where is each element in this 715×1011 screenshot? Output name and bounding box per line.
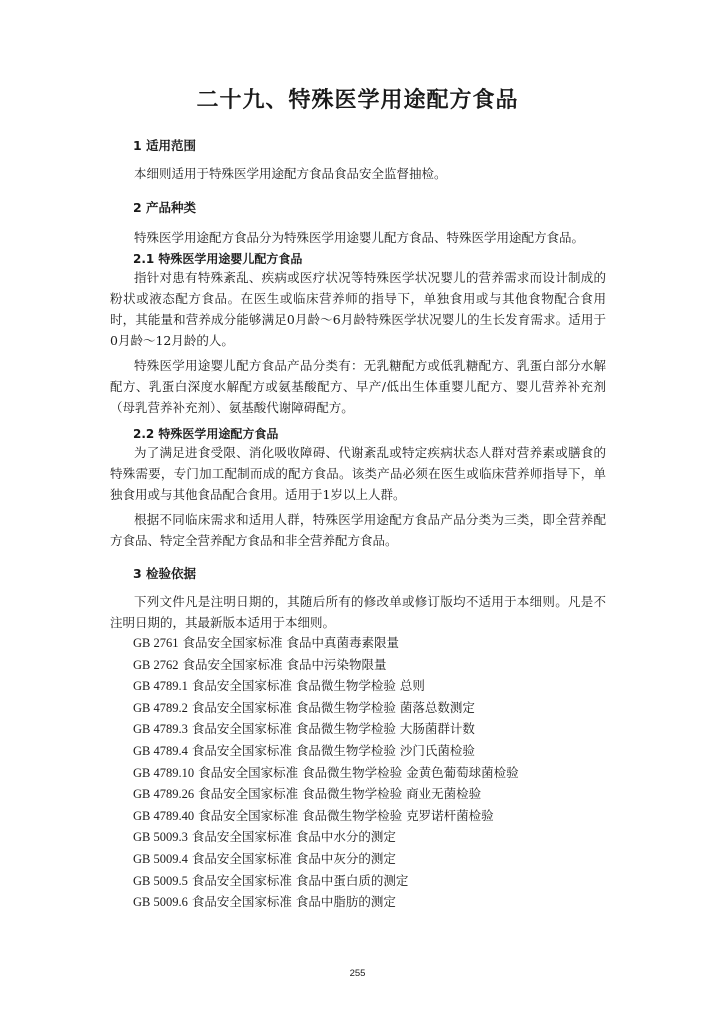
standard-code: GB 2761 xyxy=(133,636,179,650)
standard-code: GB 4789.3 xyxy=(133,722,188,737)
standard-code: GB 2762 xyxy=(133,657,179,672)
standard-name: 食品安全国家标准 食品微生物学检验 总则 xyxy=(191,678,425,694)
standard-code: GB 5009.3 xyxy=(133,830,188,845)
standard-item xyxy=(133,891,519,913)
standard-item xyxy=(133,654,519,676)
standard-name: 食品安全国家标准 食品微生物学检验 商业无菌检验 xyxy=(198,786,482,802)
paragraph-infant-formula-definition: 指针对患有特殊紊乱、疾病或医疗状况等特殊医学状况婴儿的营养需求而设计制成的粉状或液态配方食品。在医生或临床营养师的指导下，单独食用或与其他食物配合食用时，其能量和营养成分能够满足0月龄～6月龄特殊医学状况婴儿的生长发育需求。适用于0月龄～12月龄的人。 xyxy=(110,270,606,348)
standard-code: GB 4789.2 xyxy=(133,700,188,715)
standard-item xyxy=(133,632,519,654)
paragraph-medical-formula-definition: 为了满足进食受限、消化吸收障碍、代谢紊乱或特定疾病状态人群对营养素或膳食的特殊需要，专门加工配制而成的配方食品。该类产品必须在医生或临床营养师指导下，单独食用或与其他食品配合食用。适用于1岁以上人群。 xyxy=(110,445,606,502)
standard-name: 食品安全国家标准 食品中脂肪的测定 xyxy=(191,894,396,910)
standard-item xyxy=(133,826,519,848)
standard-name: 食品安全国家标准 食品微生物学检验 金黄色葡萄球菌检验 xyxy=(198,764,519,780)
standard-code: GB 4789.26 xyxy=(133,787,195,802)
standard-code: GB 4789.1 xyxy=(133,679,188,694)
subsection-heading-infant-formula: 2.1 特殊医学用途婴儿配方食品 xyxy=(133,252,303,266)
standard-name: 食品安全国家标准 食品微生物学检验 菌落总数测定 xyxy=(191,699,475,715)
standard-code: GB 5009.6 xyxy=(133,895,188,910)
standard-name: 食品安全国家标准 食品中灰分的测定 xyxy=(191,850,396,866)
standard-item xyxy=(133,740,519,762)
standard-code: GB 4789.40 xyxy=(133,808,195,823)
section-heading-test-basis: 3 检验依据 xyxy=(133,566,197,581)
standard-code: GB 4789.10 xyxy=(133,765,195,780)
standard-name: 食品安全国家标准 食品微生物学检验 大肠菌群计数 xyxy=(191,721,475,737)
section-heading-scope: 1 适用范围 xyxy=(133,138,197,153)
standard-name: 食品安全国家标准 食品中真菌毒素限量 xyxy=(182,635,399,650)
page-number: 255 xyxy=(349,968,366,979)
paragraph-medical-formula-categories: 根据不同临床需求和适用人群，特殊医学用途配方食品产品分类为三类，即全营养配方食品、特定全营养配方食品和非全营养配方食品。 xyxy=(110,512,606,548)
section-text-product-types: 特殊医学用途配方食品分为特殊医学用途婴儿配方食品、特殊医学用途配方食品。 xyxy=(134,230,585,245)
standard-item xyxy=(133,805,519,827)
standard-item xyxy=(133,783,519,805)
standard-name: 食品安全国家标准 食品中蛋白质的测定 xyxy=(191,872,409,888)
standard-name: 食品安全国家标准 食品中水分的测定 xyxy=(191,829,396,845)
page-title: 二十九、特殊医学用途配方食品 xyxy=(196,87,519,113)
section-text-test-basis: 下列文件凡是注明日期的，其随后所有的修改单或修订版均不适用于本细则。凡是不注明日期的，其最新版本适用于本细则。 xyxy=(110,594,606,630)
standard-item xyxy=(133,675,519,697)
standard-item xyxy=(133,848,519,870)
standard-code: GB 4789.4 xyxy=(133,743,188,758)
standard-item xyxy=(133,697,519,719)
standard-code: GB 5009.5 xyxy=(133,873,188,888)
standard-item xyxy=(133,718,519,740)
standard-code: GB 5009.4 xyxy=(133,851,188,866)
standards-list xyxy=(133,632,519,913)
section-heading-product-types: 2 产品种类 xyxy=(133,200,197,215)
standard-name: 食品安全国家标准 食品微生物学检验 沙门氏菌检验 xyxy=(191,742,475,758)
standard-item xyxy=(133,870,519,892)
paragraph-infant-formula-categories: 特殊医学用途婴儿配方食品产品分类有：无乳糖配方或低乳糖配方、乳蛋白部分水解配方、乳蛋白深度水解配方或氨基酸配方、早产/低出生体重婴儿配方、婴儿营养补充剂（母乳营养补充剂）、氨基酸代谢障碍配方。 xyxy=(110,358,606,415)
subsection-heading-medical-formula: 2.2 特殊医学用途配方食品 xyxy=(133,427,279,441)
standard-name: 食品安全国家标准 食品微生物学检验 克罗诺杆菌检验 xyxy=(198,807,494,823)
standard-item xyxy=(133,762,519,784)
section-text-scope: 本细则适用于特殊医学用途配方食品食品安全监督抽检。 xyxy=(134,166,447,181)
standard-name: 食品安全国家标准 食品中污染物限量 xyxy=(182,656,387,672)
